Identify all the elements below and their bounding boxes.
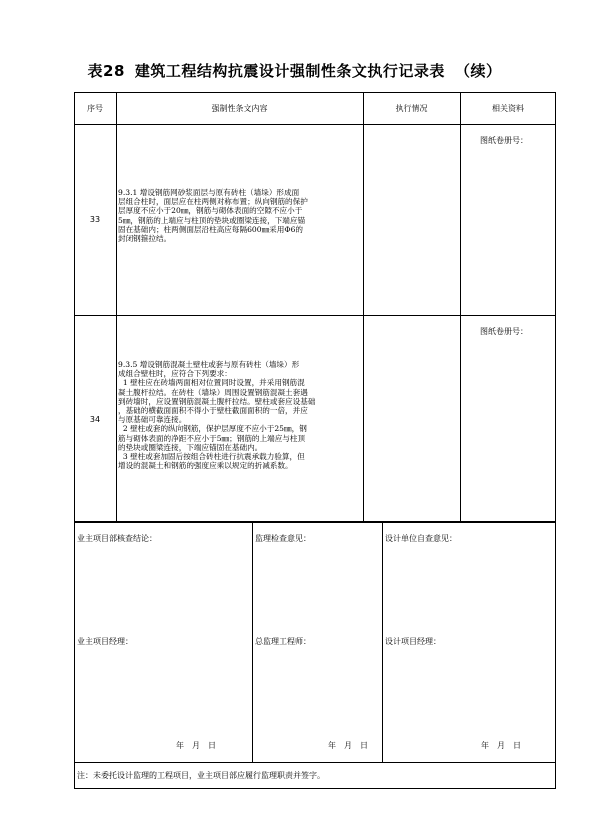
row-33-seq: 33 bbox=[89, 215, 101, 224]
content-line: 9.3.5 增设钢筋混凝土壁柱或套与原有砖柱（墙垛）形 bbox=[118, 360, 300, 369]
owner-date: 年 月 日 bbox=[176, 741, 216, 750]
content-line: 1 壁柱应在砖墙两面相对位置同时设置，并采用钢筋混 bbox=[118, 378, 305, 388]
content-line: 筋与砌体表面的净距不应小于5㎜；钢筋的上端应与柱顶 bbox=[118, 433, 306, 443]
page-title bbox=[0, 60, 589, 81]
content-line: 成组合壁柱时，应符合下列要求： bbox=[118, 369, 232, 379]
supervisor-opinion-label: 监理检查意见： bbox=[255, 534, 311, 543]
designer-opinion-label: 设计单位自查意见： bbox=[385, 534, 457, 543]
content-line: 凝土腹杆拉结。在砖柱（墙垛）周围设置钢筋混凝土套遇 bbox=[118, 387, 308, 397]
status-col-rule bbox=[460, 92, 461, 521]
header-docs: 相关资料 bbox=[492, 104, 524, 113]
row-33-content bbox=[118, 188, 358, 243]
footnote: 注：未委托设计监理的工程项目，业主项目部应履行监理职责并签字。 bbox=[77, 771, 325, 780]
header-content: 强制性条文内容 bbox=[211, 104, 268, 113]
header-status: 执行情况 bbox=[395, 104, 428, 113]
owner-conclusion-label: 业主项目部核查结论： bbox=[77, 534, 157, 543]
content-line: 固在基础内；柱两侧面层沿柱高应每隔600㎜采用Φ6的 bbox=[118, 224, 304, 234]
designer-date: 年 月 日 bbox=[481, 741, 521, 750]
row-34-seq: 34 bbox=[89, 415, 101, 424]
content-line: 的垫块或圈梁连接，下端应锚固在基础内。 bbox=[118, 442, 263, 452]
signoff-col-rule-2 bbox=[382, 521, 383, 762]
table-title: 建筑工程结构抗震设计强制性条文执行记录表 bbox=[134, 62, 445, 80]
content-line: 2 壁柱或套的纵向钢筋，保护层厚度不应小于25㎜，钢 bbox=[118, 424, 307, 434]
content-line: 封闭钢箍拉结。 bbox=[118, 234, 172, 244]
content-line: 5㎜，钢筋的上端应与柱顶的垫块或圈梁连接，下端应锚 bbox=[118, 215, 306, 225]
row-34-bottom-rule bbox=[74, 521, 556, 523]
content-col-rule bbox=[363, 92, 364, 521]
row-33-bottom-rule bbox=[74, 315, 556, 316]
chief-supervisor-label: 总监理工程师： bbox=[255, 637, 311, 646]
content-line: 层组合柱时，面层应在柱两侧对称布置；纵向钢筋的保护 bbox=[118, 197, 308, 207]
content-line: 与原基础可靠连接。 bbox=[118, 415, 187, 425]
content-line: ，基础的横截面面积不得小于壁柱截面面积的一倍，并应 bbox=[118, 406, 308, 416]
signoff-bottom-rule bbox=[74, 762, 556, 763]
owner-manager-label: 业主项目经理： bbox=[77, 637, 133, 646]
design-manager-label: 设计项目经理： bbox=[385, 637, 441, 646]
table-number: 表28 bbox=[87, 62, 125, 80]
content-line: 3 壁柱或套加固后按组合砖柱进行抗震承载力验算，但 bbox=[118, 452, 305, 462]
row-34-content bbox=[118, 360, 358, 470]
header-seq: 序号 bbox=[87, 104, 103, 113]
supervisor-date: 年 月 日 bbox=[328, 741, 368, 750]
content-line: 增设的混凝土和钢筋的强度应乘以规定的折减系数。 bbox=[118, 461, 293, 471]
continued-mark: （续） bbox=[454, 62, 502, 80]
seq-col-rule bbox=[116, 92, 117, 521]
row-34-docs-label: 图纸卷册号： bbox=[480, 327, 528, 336]
content-line: 到砖墙时，应设置钢筋混凝土腹杆拉结。壁柱或套应设基础 bbox=[118, 396, 316, 406]
content-line: 层厚度不应小于20㎜，钢筋与砌体表面的空隙不应小于 bbox=[118, 206, 303, 216]
content-line: 9.3.1 增设钢筋网砂浆面层与原有砖柱（墙垛）形成面 bbox=[118, 188, 300, 197]
signoff-col-rule-1 bbox=[252, 521, 253, 762]
row-33-docs-label: 图纸卷册号： bbox=[480, 136, 528, 145]
header-bottom-rule bbox=[74, 124, 556, 125]
